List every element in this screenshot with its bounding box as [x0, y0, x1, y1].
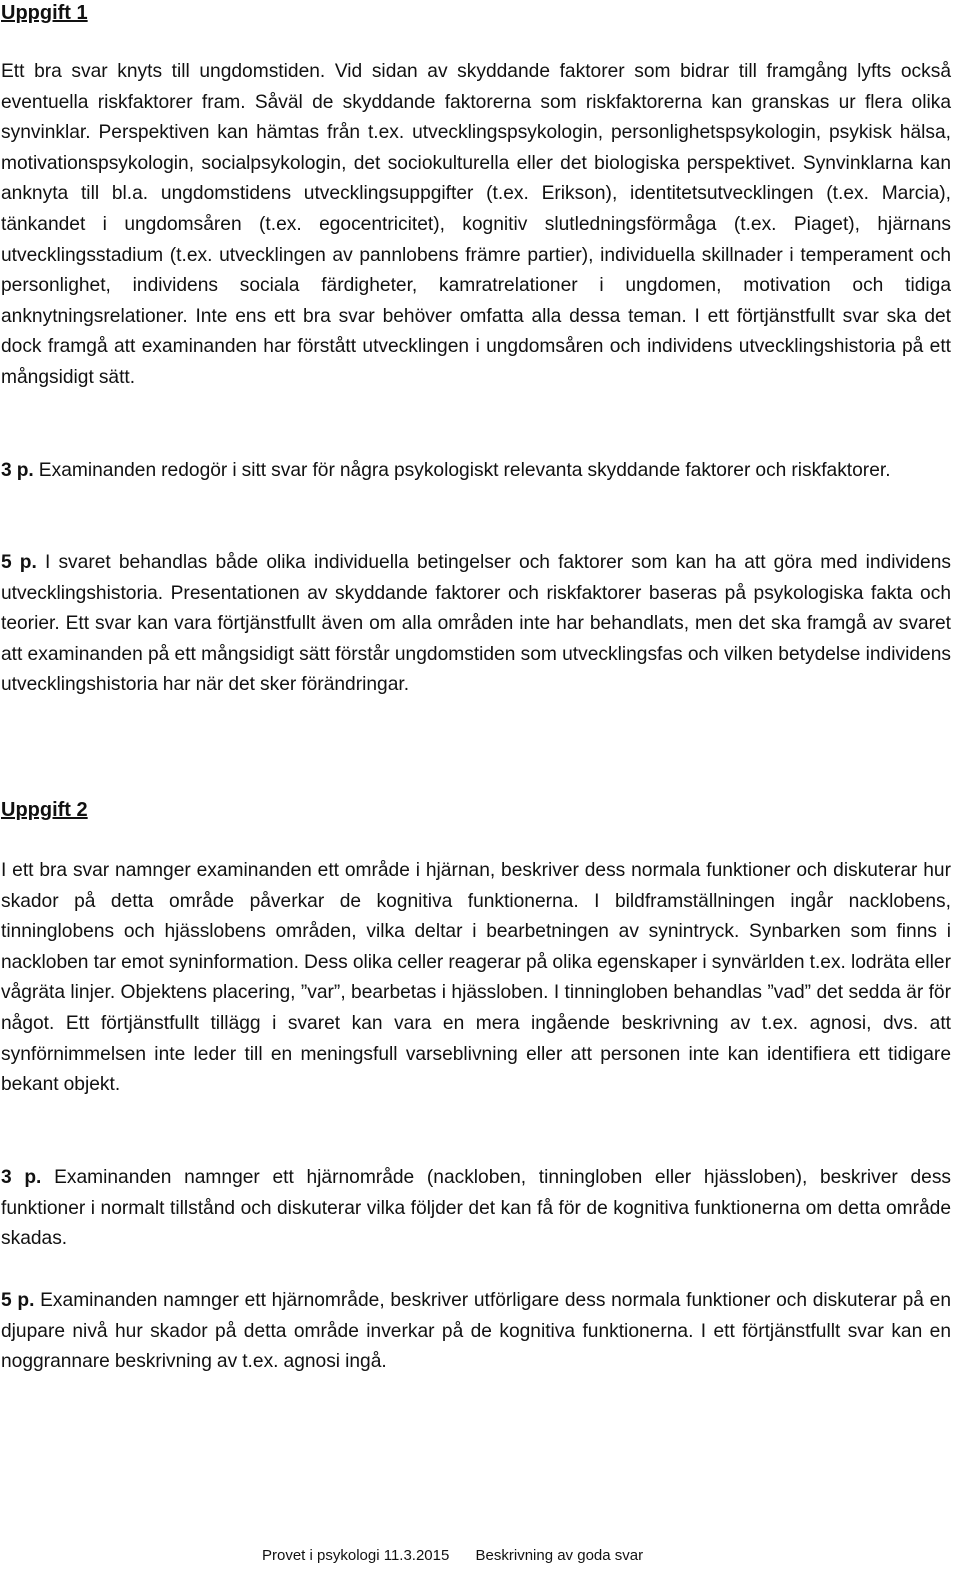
- section-2-intro: I ett bra svar namnger examinanden ett område i hjärnan, beskriver dess normala funktioner och diskuterar hur skador på detta område påverkar de kognitiva funktionerna. I bildframställningen ingår nacklobens, tinninglobens och hjässlobens områden, vilka deltar i bearbetningen av synintryck. Synbarken som finns i nackloben tar emot syninformation. Dess olika celler reagerar på olika egenskaper i synvärlden t.ex. lodräta eller vågräta linjer. Objektens placering, ”var”, bearbetas i hjässloben. I tinningloben behandlas ”vad” det sedda är för något. Ett förtjänstfullt tillägg i svaret kan vara en mera ingående beskrivning av t.ex. agnosi, dvs. att synförnimmelsen inte leder till en meningsfull varseblivning eller att personen inte kan identifiera ett tidigare bekant objekt.: [1, 860, 951, 1096]
- criterion-text: Examinanden namnger ett hjärnområde (nackloben, tinningloben eller hjässloben), beskriver dess funktioner i normalt tillstånd och diskuterar vilka följder det kan få för de kognitiva funktionerna om detta område skadas.: [1, 1167, 952, 1250]
- section-1-criterion-5p: [1, 548, 951, 701]
- section-1-intro: Ett bra svar knyts till ungdomstiden. Vid sidan av skyddande faktorer som bidrar till framgång lyfts också eventuella riskfaktorer fram. Såväl de skyddande faktorerna som riskfaktorerna kan granskas ur flera olika synvinklar. Perspektiven kan hämtas från t.ex. utvecklingspsykologin, personlighetspsykologin, psykisk hälsa, motivationspsykologin, socialpsykologin, det sociokulturella eller det biologiska perspektivet. Synvinklarna kan anknyta till bl.a. ungdomstidens utvecklingsuppgifter (t.ex. Erikson), identitetsutvecklingen (t.ex. Marcia), tänkandet i ungdomsåren (t.ex. egocentricitet), kognitiv slutledningsförmåga (t.ex. Piaget), hjärnans utvecklingsstadium (t.ex. utvecklingen av pannlobens främre partier), individuella skillnader i temperament och personlighet, individens sociala färdigheter, kamratrelationer i ungdomen, motivation och tidiga anknytningsrelationer. Inte ens ett bra svar behöver omfatta alla dessa teman. I ett förtjänstfullt svar ska det dock framgå att examinanden har förstått utvecklingen i ungdomsåren och individens utvecklingshistoria på ett mångsidigt sätt.: [1, 61, 951, 388]
- points-label: 5 p.: [1, 552, 37, 573]
- section-2-criterion-5p: [1, 1286, 951, 1378]
- criterion-text: I svaret behandlas både olika individuella betingelser och faktorer som kan ha att göra med individens utvecklingshistoria. Presentationen av skyddande faktorer och riskfaktorer baseras på psykologiska fakta och teorier. Ett svar kan vara förtjänstfullt även om alla områden inte har behandlats, men det ska framgå av svaret att examinanden på ett mångsidigt sätt förstår ungdomstiden som utvecklingsfas och vilken betydelse individens utvecklingshistoria har när det sker förändringar.: [1, 552, 951, 696]
- page-footer: [262, 1546, 643, 1566]
- points-label: 3 p.: [1, 1167, 42, 1188]
- points-label: 3 p.: [1, 460, 34, 481]
- points-label: 5 p.: [1, 1290, 35, 1311]
- criterion-text: Examinanden namnger ett hjärnområde, beskriver utförligare dess normala funktioner och diskuterar på en djupare nivå hur skador på detta område inverkar på de kognitiva funktionerna. I ett förtjänstfullt svar kan en noggrannare beskrivning av t.ex. agnosi ingå.: [1, 1290, 952, 1373]
- section-heading-2: Uppgift 2: [1, 799, 88, 821]
- section-heading-1: Uppgift 1: [1, 2, 88, 24]
- footer-exam-title: Provet i psykologi 11.3.2015: [262, 1547, 450, 1564]
- section-2-criterion-3p: [1, 1163, 951, 1255]
- section-1-criterion-3p: [1, 456, 951, 487]
- footer-document-type: Beskrivning av goda svar: [475, 1547, 644, 1564]
- criterion-text: Examinanden redogör i sitt svar för några psykologiskt relevanta skyddande faktorer och riskfaktorer.: [38, 460, 891, 481]
